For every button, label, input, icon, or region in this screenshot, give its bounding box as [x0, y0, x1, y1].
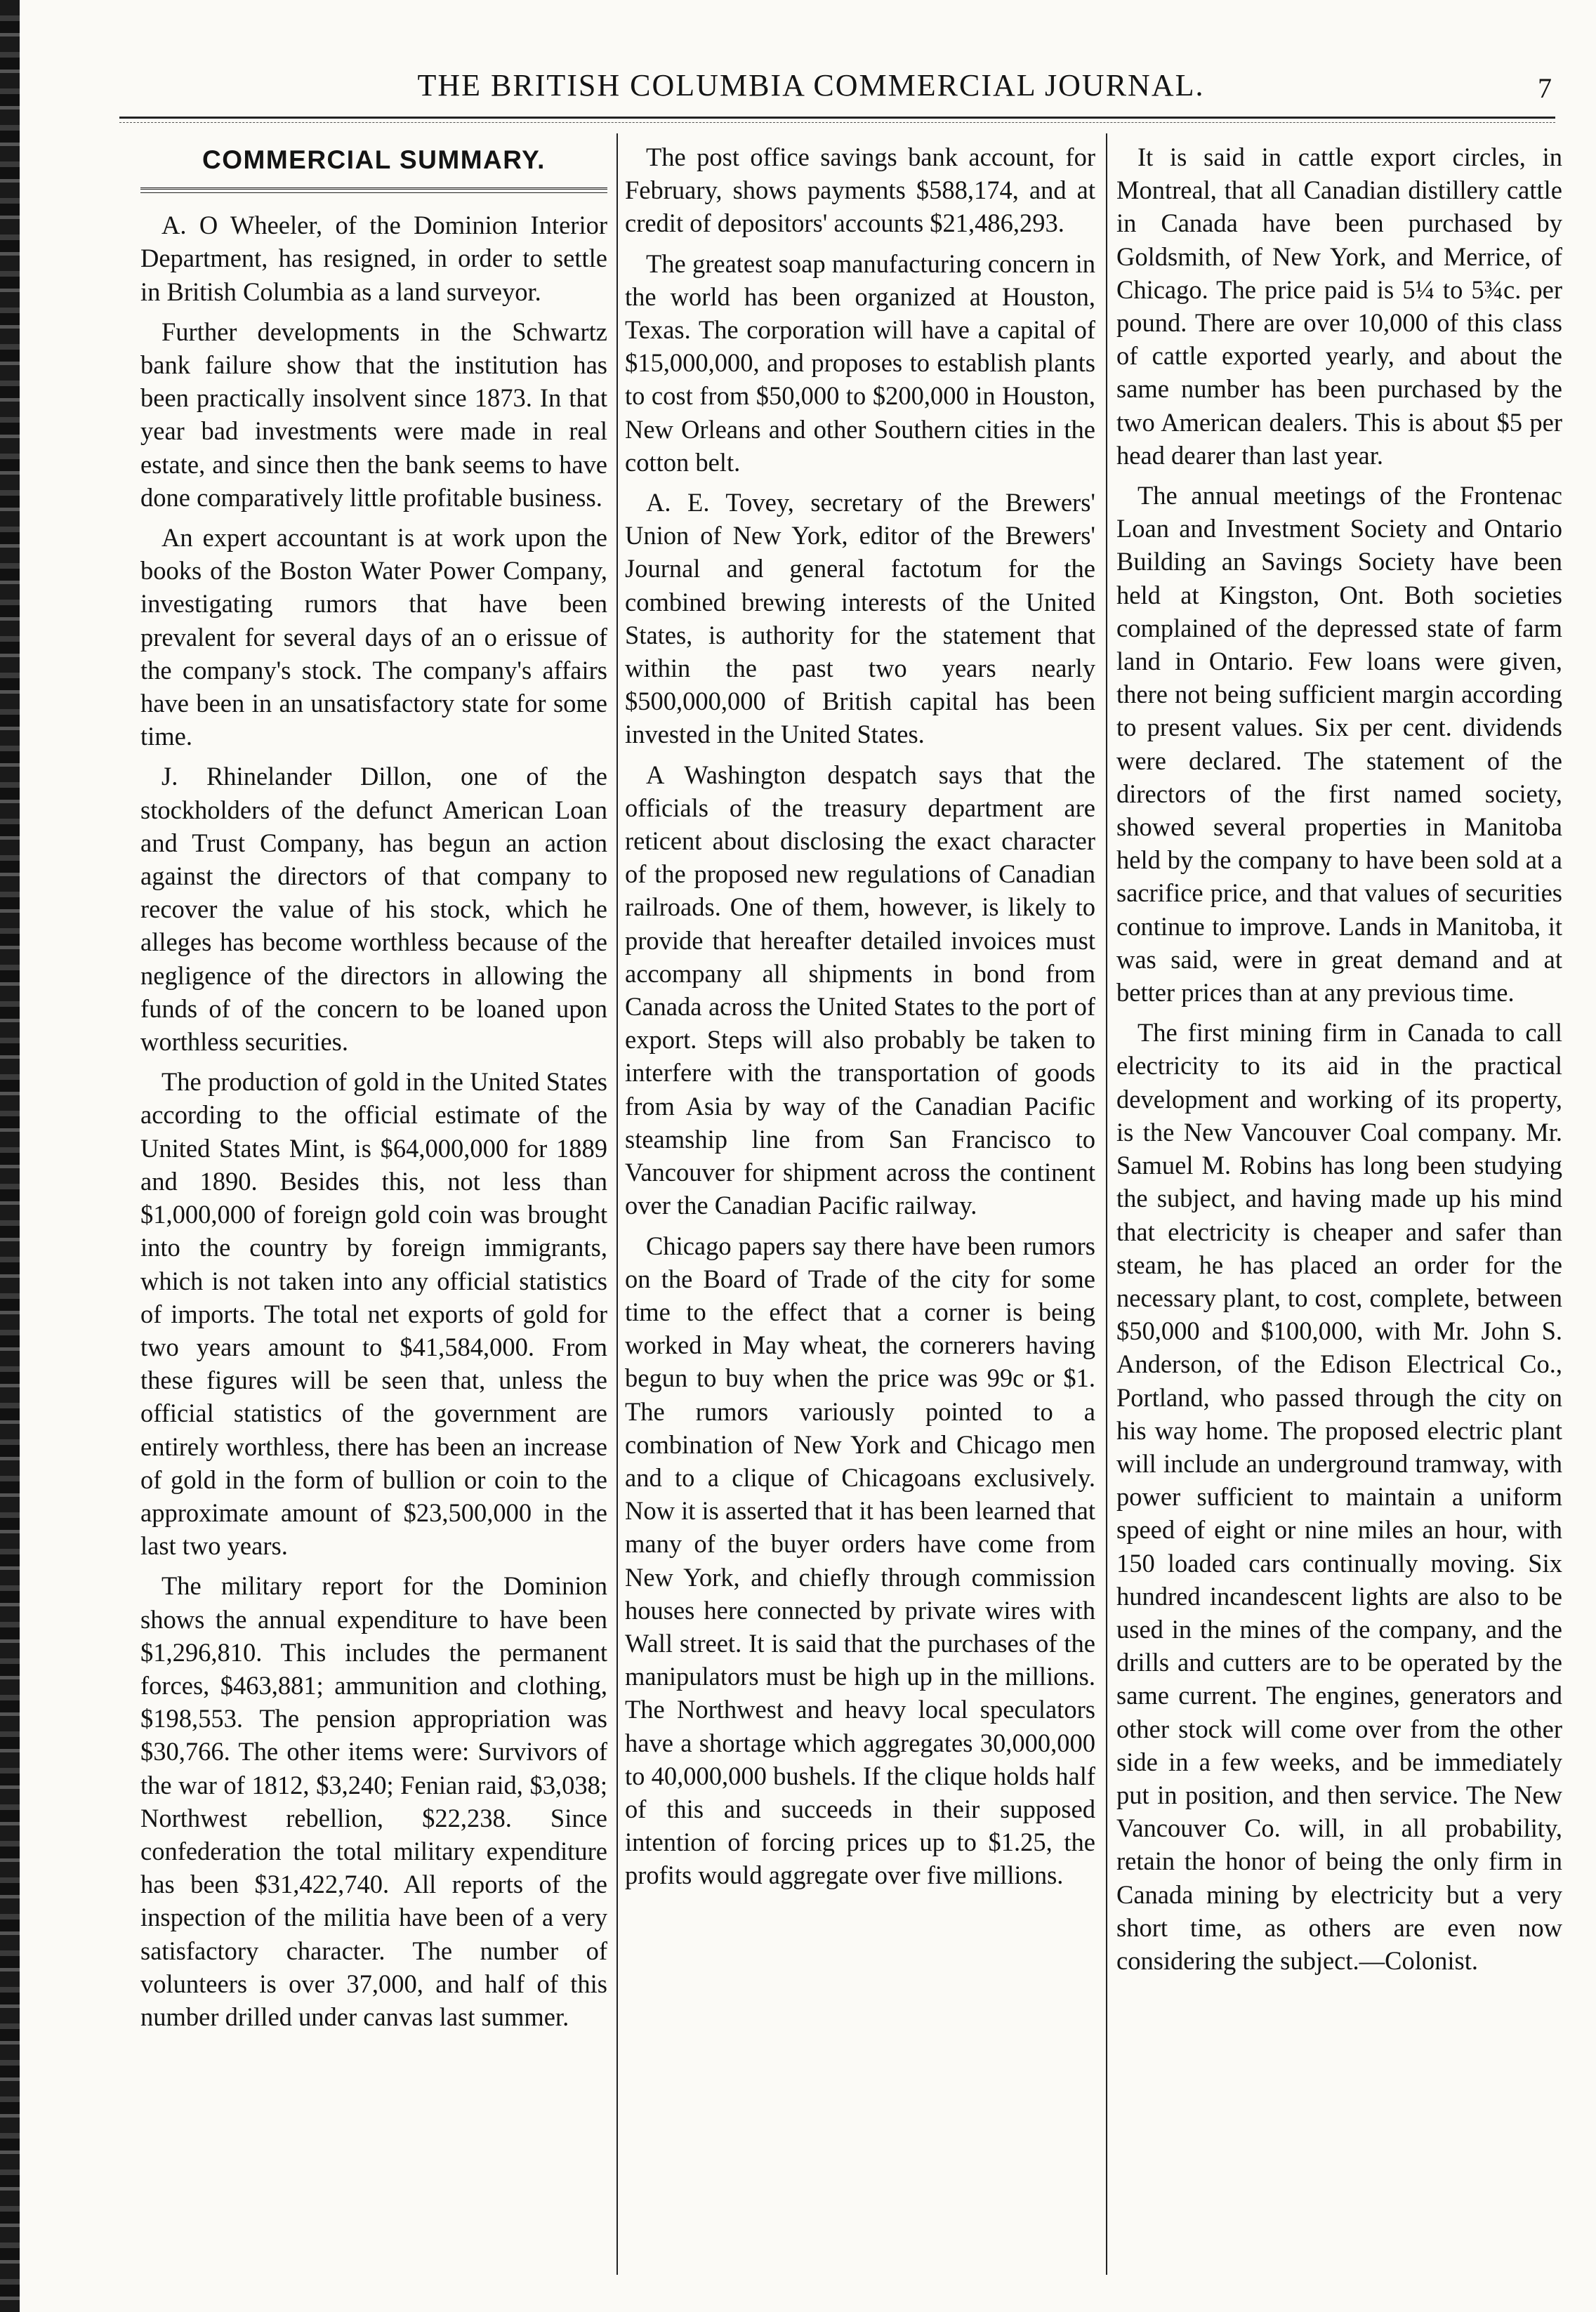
article-paragraph: The greatest soap manufacturing concern in the world has been organized at Houston, Texas. The corporation will have a capital of $15,000,000, and proposes to establish plants to cost from $50,000 to $200,000 in Houston, New Orleans and other Southern cities in the cotton belt.	[625, 249, 1095, 477]
column-3	[1116, 140, 1562, 2261]
header-rule-dashed	[119, 122, 1555, 123]
article-paragraph: J. Rhinelander Dillon, one of the stockholders of the defunct American Loan and Trust Company, has begun an action against the directors of that company to recover the value of his stock, which he alleges has become worthless because of the negligence of the directors in allowing the funds of of the concern to be loaned upon worthless securities.	[140, 762, 607, 1057]
page-header	[70, 67, 1552, 115]
heading-rule	[140, 187, 607, 193]
article-paragraph: It is said in cattle export circles, in Montreal, that all Canadian distillery cattle in Canada have been purchased by Goldsmith, of New York, and Merrice, of Chicago. The price paid is 5¼ to 5¾c. per pound. There are over 10,000 of this class of cattle exported yearly, and about the same number has been purchased by the two American dealers. This is about $5 per head dearer than last year.	[1116, 143, 1562, 470]
column-divider-1	[616, 133, 618, 2275]
article-paragraph: The post office savings bank account, for February, shows payments $588,174, and at credit of depositors' accounts $21,486,293.	[625, 143, 1095, 238]
article-paragraph: A Washington despatch says that the officials of the treasury department are reticent about disclosing the exact character of the proposed new regulations of Canadian railroads. One of them, however, is likely to provide that hereafter detailed invoices must accompany all shipments in bond from Canada across the United States to the port of export. Steps will also probably be taken to interfere with the transportation of goods from Asia by way of the Canadian Pacific steamship line from San Francisco to Vancouver for shipment across the continent over the Canadian Pacific railway.	[625, 760, 1095, 1220]
article-paragraph: A. E. Tovey, secretary of the Brewers' Union of New York, editor of the Brewers' Journal and general factotum for the combined brewing interests of the United States, is authority for the statement that within the past two years nearly $500,000,000 of British capital has been invested in the United States.	[625, 488, 1095, 749]
column-2	[625, 140, 1095, 2261]
journal-title: THE BRITISH COLUMBIA COMMERCIAL JOURNAL.	[417, 68, 1205, 103]
article-paragraph: The production of gold in the United States according to the official estimate of the United States Mint, is $64,000,000 for 1889 and 1890. Besides this, not less than $1,000,000 of foreign gold coin was brought into the country by foreign immigrants, which is not taken into any official statistics of imports. The total net exports of gold for two years amount to $41,584,000. From these figures will be seen that, unless the official statistics of the government are entirely worthless, there has been an increase of gold in the form of bullion or coin to the approximate amount of $23,500,000 in the last two years.	[140, 1067, 607, 1561]
column-1	[140, 140, 607, 2261]
article-paragraph: The military report for the Dominion shows the annual expenditure to have been $1,296,810. This includes the permanent forces, $463,881; ammunition and clothing, $198,553. The pension appropriation was $30,766. The other items were: Survivors of the war of 1812, $3,240; Fenian raid, $3,038; Northwest rebellion, $22,238. Since confederation the total military expenditure has been $31,422,740. All reports of the inspection of the militia have been of a very satisfactory character. The number of volunteers is over 37,000, and half of this number drilled under canvas last summer.	[140, 1571, 607, 2031]
article-paragraph: An expert accountant is at work upon the books of the Boston Water Power Company, investigating rumors that have been prevalent for several days of an o erissue of the company's stock. The company's affairs have been in an unsatisfactory state for some time.	[140, 523, 607, 751]
article-paragraph: The annual meetings of the Frontenac Loan and Investment Society and Ontario Building an Savings Society have been held at Kingston, Ont. Both societies complained of the depressed state of farm land in Ontario. Few loans were given, there not being sufficient margin according to present values. Six per cent. dividends were declared. The statement of the directors of the first named society, showed several properties in Manitoba held by the company to have been sold at a sacrifice price, and that values of securities continue to improve. Lands in Manitoba, it was said, were in great demand and at better prices than at any previous time.	[1116, 481, 1562, 1008]
article-paragraph: A. O Wheeler, of the Dominion Interior Department, has resigned, in order to settle in British Columbia as a land surveyor.	[140, 211, 607, 306]
column-divider-2	[1106, 133, 1107, 2275]
header-rule	[119, 117, 1555, 119]
page-spine-shadow	[0, 0, 20, 2312]
article-paragraph: Further developments in the Schwartz bank failure show that the institution has been practically insolvent since 1873. In that year bad investments were made in real estate, and since then the bank seems to have done comparatively little profitable business.	[140, 317, 607, 512]
article-paragraph: The first mining firm in Canada to call electricity to its aid in the practical development and working of its property, is the New Vancouver Coal company. Mr. Samuel M. Robins has long been studying the subject, and having made up his mind that electricity is cheaper and safer than steam, he has placed an order for the necessary plant, to cost, complete, between $50,000 and $100,000, with Mr. John S. Anderson, of the Edison Electrical Co., Portland, who passed through the city on his way home. The proposed electric plant will include an underground tramway, with power sufficient to maintain a uniform speed of eight or nine miles an hour, with 150 loaded cars continually moving. Six hundred incandescent lights are also to be used in the mines of the company, and the drills and cutters are to be operated by the same current. The engines, generators and other stock will come over from the other side in a few weeks, and be immediately put in position, and then service. The New Vancouver Co. will, in all probability, retain the honor of being the only firm in Canada mining by electricity but a very short time, as others are even now considering the subject.—Colonist.	[1116, 1018, 1562, 1975]
section-heading: COMMERCIAL SUMMARY.	[202, 145, 546, 174]
page-number: 7	[1538, 72, 1552, 104]
article-paragraph: Chicago papers say there have been rumors on the Board of Trade of the city for some time to the effect that a corner is being worked in May wheat, the cornerers having begun to buy when the price was 99c or $1. The rumors variously pointed to a combination of New York and Chicago men and to a clique of Chicagoans exclusively. Now it is asserted that it has been learned that many of the buyer orders have come from New York, and chiefly through commission houses here connected by private wires with Wall street. It is said that the purchases of the manipulators must be high up in the millions. The Northwest and heavy local speculators have a shortage which aggregates 30,000,000 to 40,000,000 bushels. If the clique holds half of this and succeeds in their supposed intention of forcing prices up to $1.25, the profits would aggregate over five millions.	[625, 1231, 1095, 1890]
